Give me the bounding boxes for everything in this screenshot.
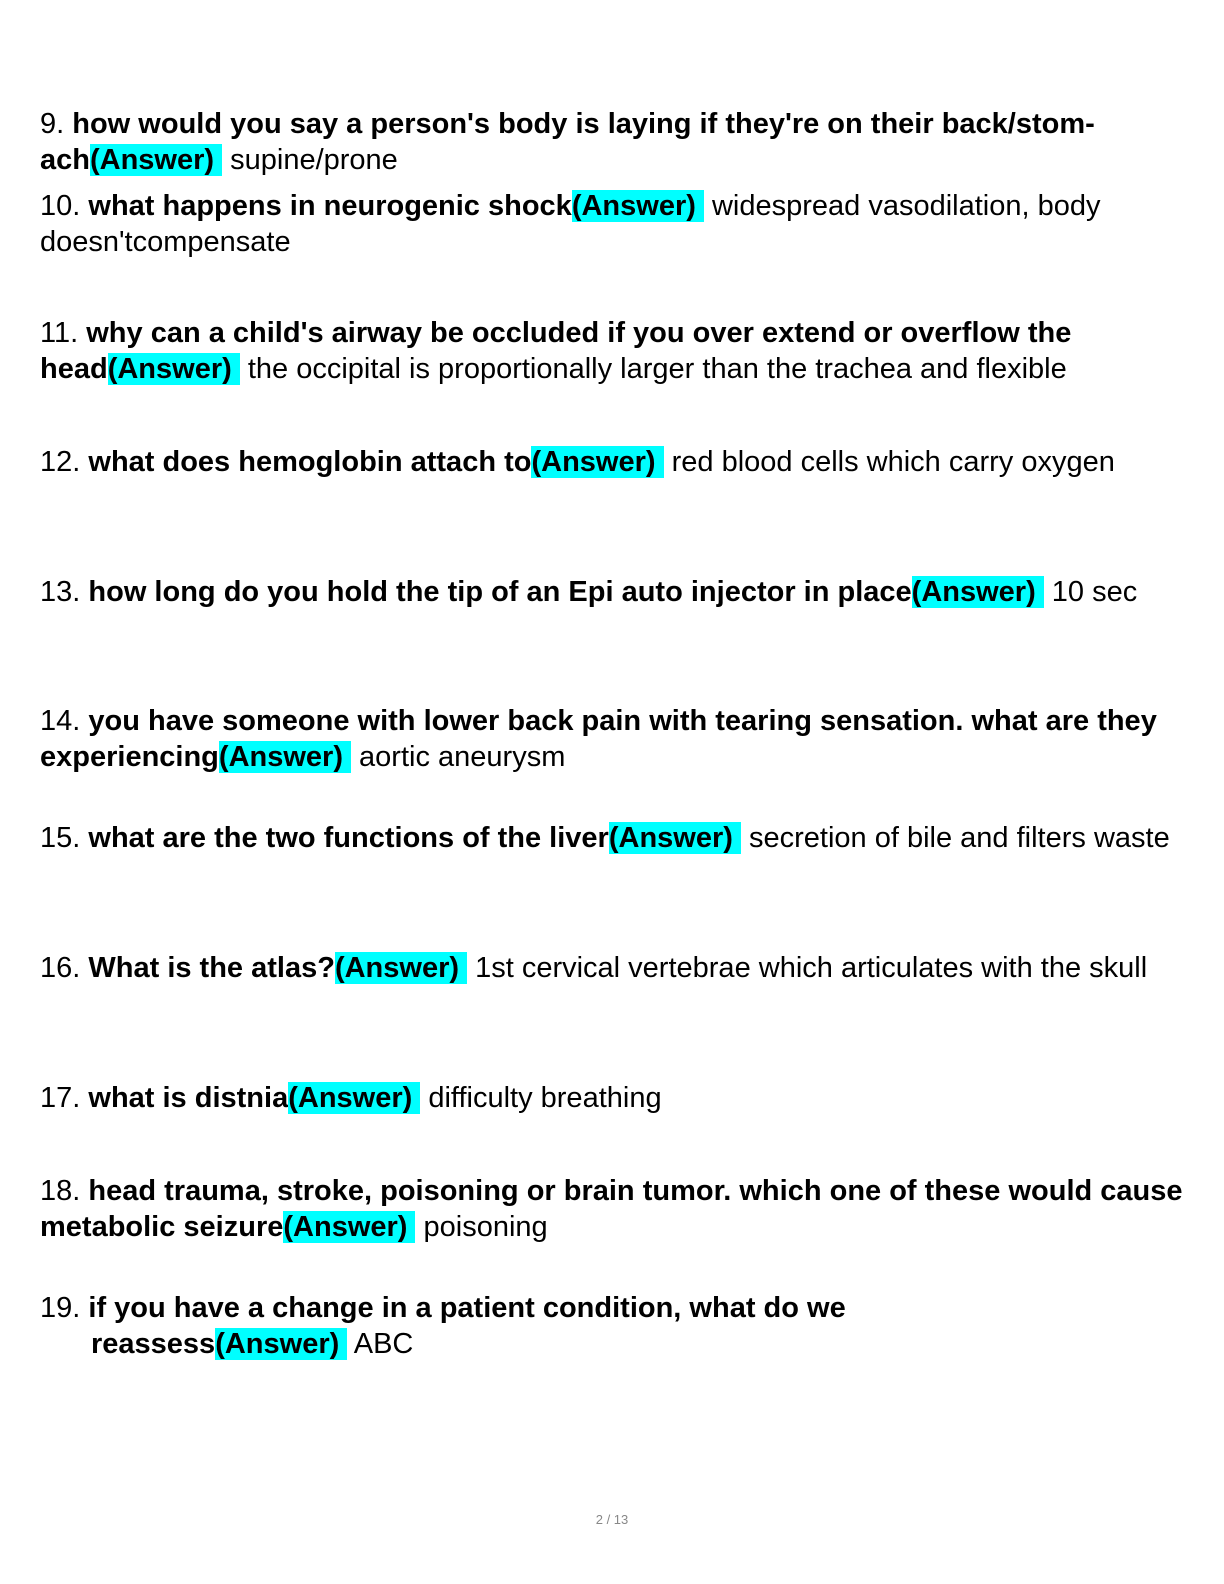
answer-highlight: (Answer) bbox=[912, 576, 1044, 608]
item-number: 16. bbox=[40, 952, 81, 984]
qa-item-19 bbox=[40, 1290, 991, 1362]
question-text: head trauma, stroke, poisoning or brain tumor. which one of these would cause metabolic seizure bbox=[40, 1175, 1183, 1243]
question-text: if you have a change in a patient condition, what do we reassess bbox=[88, 1292, 846, 1360]
answer-text: 1st cervical vertebrae which articulates with the skull bbox=[475, 952, 1148, 984]
question-text: how long do you hold the tip of an Epi auto injector in place bbox=[88, 576, 912, 608]
item-number: 17. bbox=[40, 1082, 81, 1114]
question-text: what is distnia bbox=[88, 1082, 289, 1114]
answer-highlight: (Answer) bbox=[572, 190, 704, 222]
question-text: you have someone with lower back pain with tearing sensation. what are they experiencing bbox=[40, 705, 1157, 773]
answer-highlight: (Answer) bbox=[288, 1082, 420, 1114]
answer-highlight: (Answer) bbox=[219, 741, 351, 773]
qa-item-17 bbox=[40, 1080, 1185, 1116]
answer-text: supine/prone bbox=[230, 144, 398, 176]
question-text: what happens in neurogenic shock bbox=[88, 190, 572, 222]
answer-text: poisoning bbox=[423, 1211, 548, 1243]
question-text: what are the two functions of the liver bbox=[88, 822, 609, 854]
answer-text: aortic aneurysm bbox=[359, 741, 566, 773]
item-number: 13. bbox=[40, 576, 81, 608]
item-number: 18. bbox=[40, 1175, 81, 1207]
answer-text: widespread vasodilation, body doesn'tcompensate bbox=[40, 190, 1101, 258]
answer-highlight: (Answer) bbox=[283, 1211, 415, 1243]
item-number: 14. bbox=[40, 705, 81, 737]
item-number: 15. bbox=[40, 822, 81, 854]
answer-text: difficulty breathing bbox=[428, 1082, 662, 1114]
qa-item-14 bbox=[40, 703, 1185, 775]
answer-highlight: (Answer) bbox=[609, 822, 741, 854]
answer-highlight: (Answer) bbox=[335, 952, 467, 984]
question-text: why can a child's airway be occluded if you over extend or overflow the head bbox=[40, 317, 1072, 385]
page-number: 2 / 13 bbox=[595, 1512, 629, 1527]
answer-text: the occipital is proportionally larger than the trachea and flexible bbox=[247, 353, 1067, 385]
answer-highlight: (Answer) bbox=[90, 144, 222, 176]
answer-highlight: (Answer) bbox=[215, 1328, 347, 1360]
qa-item-13 bbox=[40, 574, 1185, 610]
item-number: 19. bbox=[40, 1292, 81, 1324]
answer-text: red blood cells which carry oxygen bbox=[671, 446, 1115, 478]
answer-highlight: (Answer) bbox=[108, 353, 240, 385]
qa-item-11 bbox=[40, 315, 1185, 387]
question-text: how would you say a person's body is laying if they're on their back/stom- ach bbox=[40, 108, 1095, 176]
qa-item-16 bbox=[40, 950, 1185, 986]
qa-item-12 bbox=[40, 444, 1185, 480]
answer-text: secretion of bile and filters waste bbox=[748, 822, 1170, 854]
qa-item-10 bbox=[40, 188, 1185, 260]
answer-text: ABC bbox=[353, 1328, 414, 1360]
answer-text: 10 sec bbox=[1051, 576, 1138, 608]
qa-item-18 bbox=[40, 1173, 1185, 1245]
question-text: what does hemoglobin attach to bbox=[88, 446, 532, 478]
qa-item-15 bbox=[40, 820, 1185, 856]
item-number: 10. bbox=[40, 190, 81, 222]
item-number: 9. bbox=[40, 108, 65, 140]
qa-item-9 bbox=[40, 106, 1185, 178]
question-text: What is the atlas? bbox=[88, 952, 335, 984]
item-number: 11. bbox=[40, 317, 79, 349]
item-number: 12. bbox=[40, 446, 81, 478]
answer-highlight: (Answer) bbox=[531, 446, 663, 478]
